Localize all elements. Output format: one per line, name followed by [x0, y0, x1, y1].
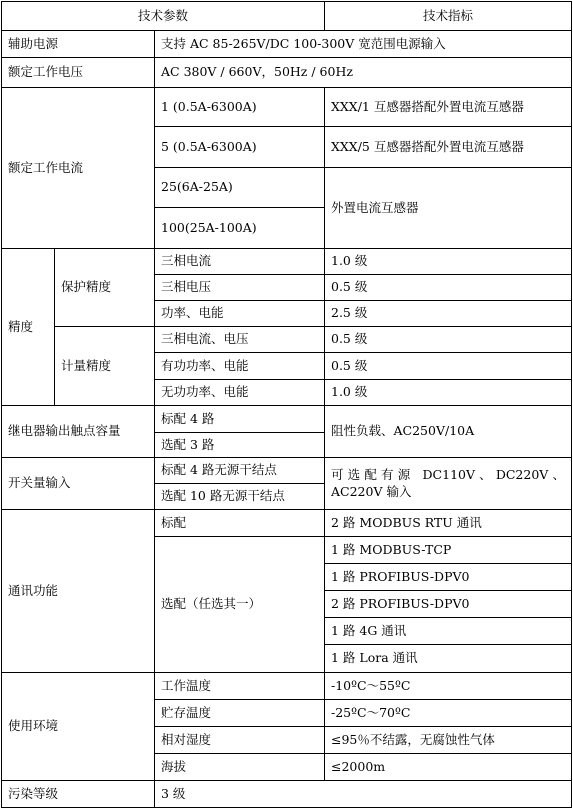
table-row	[2, 88, 572, 127]
param-communication: 通讯功能	[2, 510, 155, 673]
table-row	[2, 510, 572, 537]
communication-optional-value: 1 路 PROFIBUS-DPV0	[325, 564, 572, 591]
value-aux-power: 支持 AC 85-265V/DC 100-300V 宽范围电源输入	[155, 31, 572, 58]
spec-table	[1, 1, 572, 808]
table-row	[2, 58, 572, 88]
table-row	[2, 406, 572, 433]
header-spec: 技术指标	[325, 2, 572, 31]
param-protection-accuracy: 保护精度	[55, 249, 155, 327]
header-param: 技术参数	[2, 2, 325, 31]
accuracy-item: 三相电流、电压	[155, 327, 325, 353]
table-row	[2, 458, 572, 484]
accuracy-value: 0.5 级	[325, 353, 572, 380]
communication-optional-value: 2 路 PROFIBUS-DPV0	[325, 591, 572, 618]
rated-current-desc: XXX/5 互感器搭配外置电流互感器	[325, 127, 572, 168]
environment-value: ≤2000m	[325, 754, 572, 781]
environment-value: ≤95％不结露，无腐蚀性气体	[325, 727, 572, 754]
environment-value: -25ºC～70ºC	[325, 700, 572, 727]
param-metering-accuracy: 计量精度	[55, 327, 155, 406]
environment-item: 工作温度	[155, 673, 325, 700]
header-row	[2, 2, 572, 31]
accuracy-item: 三相电流	[155, 249, 325, 275]
switch-input-option: 标配 4 路无源干结点	[155, 458, 325, 484]
param-relay-output: 继电器输出触点容量	[2, 406, 155, 458]
table-row	[2, 327, 572, 353]
rated-current-desc: XXX/1 互感器搭配外置电流互感器	[325, 88, 572, 127]
communication-optional-value: 1 路 MODBUS-TCP	[325, 537, 572, 564]
environment-item: 相对湿度	[155, 727, 325, 754]
communication-standard-label: 标配	[155, 510, 325, 537]
accuracy-value: 1.0 级	[325, 249, 572, 275]
communication-optional-label: 选配（任选其一）	[155, 537, 325, 673]
relay-option: 标配 4 路	[155, 406, 325, 433]
rated-current-range: 5 (0.5A-6300A)	[155, 127, 325, 168]
switch-input-option: 选配 10 路无源干结点	[155, 484, 325, 510]
accuracy-item: 无功功率、电能	[155, 380, 325, 406]
param-environment: 使用环境	[2, 673, 155, 781]
rated-current-range: 25(6A-25A)	[155, 168, 325, 208]
accuracy-value: 0.5 级	[325, 327, 572, 353]
communication-optional-value: 1 路 Lora 通讯	[325, 645, 572, 673]
param-switch-input: 开关量输入	[2, 458, 155, 510]
param-rated-current: 额定工作电流	[2, 88, 155, 249]
table-row	[2, 31, 572, 58]
param-accuracy: 精度	[2, 249, 55, 406]
accuracy-item: 功率、电能	[155, 301, 325, 327]
rated-current-range: 1 (0.5A-6300A)	[155, 88, 325, 127]
rated-current-range: 100(25A-100A)	[155, 208, 325, 249]
value-switch-input: 可选配有源 DC110V、DC220V、AC220V 输入	[325, 458, 572, 510]
accuracy-item: 三相电压	[155, 275, 325, 301]
param-aux-power: 辅助电源	[2, 31, 155, 58]
table-row	[2, 673, 572, 700]
accuracy-value: 2.5 级	[325, 301, 572, 327]
accuracy-item: 有功功率、电能	[155, 353, 325, 380]
environment-item: 海拔	[155, 754, 325, 781]
param-rated-voltage: 额定工作电压	[2, 58, 155, 88]
environment-value: -10ºC～55ºC	[325, 673, 572, 700]
relay-option: 选配 3 路	[155, 433, 325, 458]
value-pollution: 3 级	[155, 781, 572, 808]
table-row	[2, 249, 572, 275]
communication-standard-value: 2 路 MODBUS RTU 通讯	[325, 510, 572, 537]
param-pollution: 污染等级	[2, 781, 155, 808]
value-relay: 阻性负载、AC250V/10A	[325, 406, 572, 458]
accuracy-value: 0.5 级	[325, 275, 572, 301]
value-rated-voltage: AC 380V / 660V，50Hz / 60Hz	[155, 58, 572, 88]
accuracy-value: 1.0 级	[325, 380, 572, 406]
rated-current-desc: 外置电流互感器	[325, 168, 572, 249]
table-row	[2, 781, 572, 808]
environment-item: 贮存温度	[155, 700, 325, 727]
communication-optional-value: 1 路 4G 通讯	[325, 618, 572, 645]
